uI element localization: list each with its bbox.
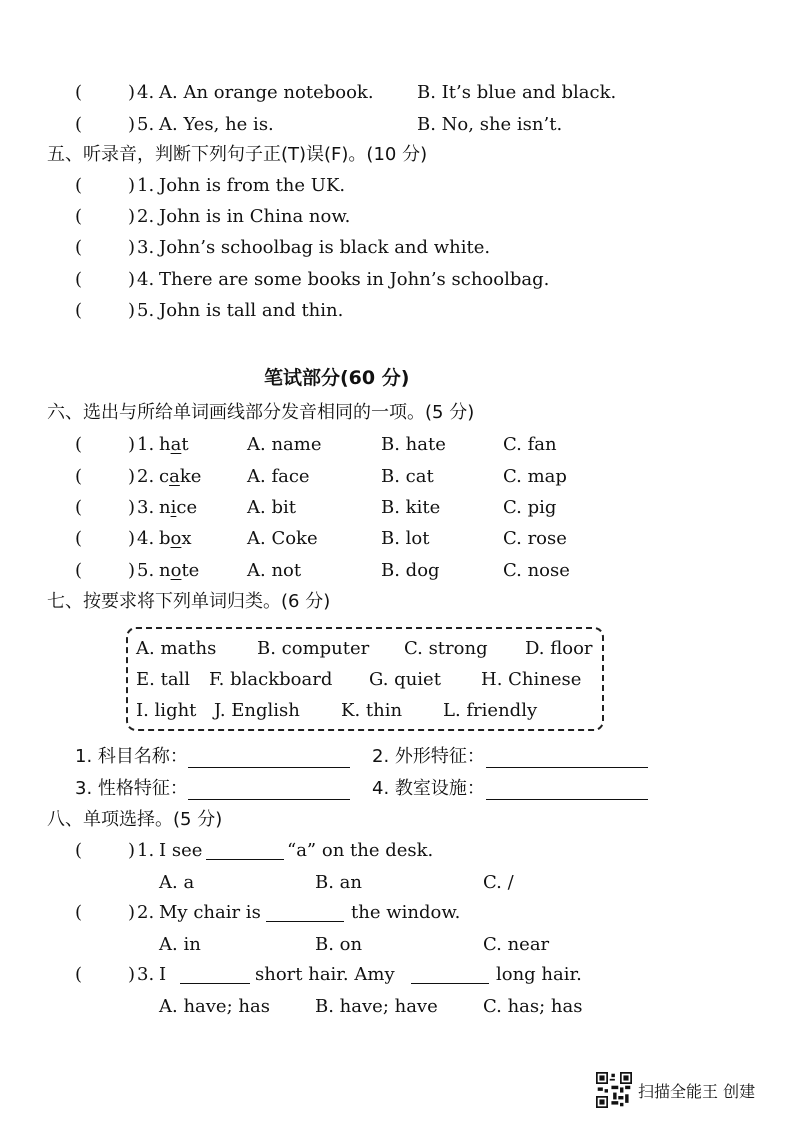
word-part: ce	[176, 497, 198, 518]
word-item: K. thin	[341, 700, 403, 721]
word-part: n	[159, 497, 171, 518]
option-b: B. hate	[381, 434, 446, 455]
word-item: B. computer	[257, 638, 370, 659]
underlined-letter: o	[170, 528, 182, 549]
qr-code-icon	[596, 1072, 632, 1108]
answer-paren-close: )	[128, 434, 136, 455]
question-text: John is from the UK.	[159, 175, 346, 196]
option-a: A. not	[247, 560, 302, 581]
answer-paren-open[interactable]: (	[75, 175, 83, 196]
option-b: B. an	[315, 872, 362, 893]
option-c: C. rose	[503, 528, 567, 549]
option-c: C. map	[503, 466, 567, 487]
section-title-8: 八、单项选择。(5 分)	[47, 809, 223, 830]
category-personality-blank[interactable]	[188, 799, 350, 800]
word-item: L. friendly	[443, 700, 538, 721]
answer-paren-close: )	[128, 560, 136, 581]
answer-paren-open[interactable]: (	[75, 434, 83, 455]
category-personality-label: 3. 性格特征：	[75, 778, 188, 799]
word-item: C. strong	[404, 638, 488, 659]
category-subject-blank[interactable]	[188, 767, 350, 768]
option-c: C. pig	[503, 497, 557, 518]
answer-paren-open[interactable]: (	[75, 269, 83, 290]
answer-paren-close: )	[128, 175, 136, 196]
question-text-pre: I see	[159, 840, 203, 861]
option-a: A. name	[247, 434, 322, 455]
scanner-watermark	[596, 1072, 755, 1108]
question-text-post: “a” on the desk.	[287, 840, 434, 861]
target-word	[159, 562, 199, 580]
answer-paren-open[interactable]: (	[75, 300, 83, 321]
option-c: C. near	[483, 934, 550, 955]
word-part: h	[159, 434, 171, 455]
written-part-heading: 笔试部分(60 分)	[264, 367, 410, 389]
category-appearance-blank[interactable]	[486, 767, 648, 768]
option-c: C. /	[483, 872, 514, 893]
answer-blank[interactable]	[266, 921, 344, 922]
question-text-post: the window.	[351, 902, 461, 923]
answer-paren-close: )	[128, 528, 136, 549]
question-text-pre: I	[159, 964, 167, 985]
question-number: 1.	[137, 434, 155, 455]
question-number: 5.	[137, 114, 155, 135]
option-a: A. face	[247, 466, 310, 487]
word-item: D. floor	[525, 638, 593, 659]
word-item: H. Chinese	[481, 669, 582, 690]
category-appearance-label: 2. 外形特征：	[372, 746, 485, 767]
question-text-post: long hair.	[496, 964, 582, 985]
question-text: John’s schoolbag is black and white.	[159, 237, 491, 258]
category-classroom-label: 4. 教室设施：	[372, 778, 485, 799]
word-part: te	[181, 560, 200, 581]
target-word	[159, 436, 189, 454]
category-subject-label: 1. 科目名称：	[75, 746, 188, 767]
answer-paren-open[interactable]: (	[75, 114, 83, 135]
option-a: A. a	[159, 872, 195, 893]
answer-blank[interactable]	[206, 859, 284, 860]
answer-paren-open[interactable]: (	[75, 840, 83, 861]
underlined-letter: o	[170, 560, 182, 581]
question-number: 1.	[137, 175, 155, 196]
underlined-letter: a	[169, 466, 180, 487]
word-part: c	[159, 466, 170, 487]
word-item: I. light	[136, 700, 197, 721]
question-number: 5.	[137, 560, 155, 581]
option-b: B. cat	[381, 466, 434, 487]
question-number: 3.	[137, 964, 155, 985]
word-item: E. tall	[136, 669, 191, 690]
answer-paren-close: )	[128, 466, 136, 487]
question-number: 4.	[137, 528, 155, 549]
question-number: 4.	[137, 269, 155, 290]
answer-blank[interactable]	[411, 983, 489, 984]
answer-paren-close: )	[128, 964, 136, 985]
option-a: A. have; has	[159, 996, 270, 1017]
answer-paren-open[interactable]: (	[75, 237, 83, 258]
question-text: John is in China now.	[159, 206, 351, 227]
word-item: G. quiet	[369, 669, 441, 690]
answer-paren-close: )	[128, 269, 136, 290]
word-item: F. blackboard	[209, 669, 333, 690]
question-number: 2.	[137, 466, 155, 487]
answer-paren-close: )	[128, 114, 136, 135]
target-word	[159, 468, 201, 486]
question-text-pre: My chair is	[159, 902, 261, 923]
word-part: n	[159, 560, 171, 581]
option-a: A. in	[159, 934, 201, 955]
question-number: 4.	[137, 82, 155, 103]
option-b: B. on	[315, 934, 363, 955]
question-number: 2.	[137, 902, 155, 923]
option-b: B. No, she isn’t.	[417, 114, 563, 135]
answer-paren-close: )	[128, 840, 136, 861]
underlined-letter: a	[170, 434, 182, 455]
option-a: A. Coke	[247, 528, 318, 549]
answer-paren-open[interactable]: (	[75, 82, 83, 103]
word-part: ke	[179, 466, 202, 487]
answer-paren-close: )	[128, 206, 136, 227]
word-part: t	[181, 434, 189, 455]
option-a: A. bit	[247, 497, 296, 518]
option-b: B. It’s blue and black.	[417, 82, 617, 103]
answer-paren-open[interactable]: (	[75, 466, 83, 487]
answer-paren-open[interactable]: (	[75, 206, 83, 227]
question-text: John is tall and thin.	[159, 300, 344, 321]
question-number: 5.	[137, 300, 155, 321]
option-a: A. Yes, he is.	[159, 114, 274, 135]
answer-paren-open[interactable]: (	[75, 902, 83, 923]
section-title-7: 七、按要求将下列单词归类。(6 分)	[47, 591, 331, 612]
answer-paren-open[interactable]: (	[75, 497, 83, 518]
answer-blank[interactable]	[180, 983, 250, 984]
watermark-text: 扫描全能王 创建	[638, 1081, 756, 1101]
word-part: x	[181, 528, 192, 549]
answer-paren-open[interactable]: (	[75, 560, 83, 581]
answer-paren-close: )	[128, 902, 136, 923]
target-word	[159, 530, 192, 548]
question-number: 3.	[137, 497, 155, 518]
option-b: B. lot	[381, 528, 430, 549]
answer-paren-close: )	[128, 82, 136, 103]
word-item: A. maths	[136, 638, 217, 659]
option-c: C. has; has	[483, 996, 583, 1017]
section-title-6: 六、选出与所给单词画线部分发音相同的一项。(5 分)	[47, 402, 475, 423]
answer-paren-close: )	[128, 237, 136, 258]
option-c: C. fan	[503, 434, 557, 455]
answer-paren-open[interactable]: (	[75, 528, 83, 549]
option-b: B. kite	[381, 497, 441, 518]
option-b: B. have; have	[315, 996, 438, 1017]
option-c: C. nose	[503, 560, 570, 581]
option-b: B. dog	[381, 560, 440, 581]
question-number: 1.	[137, 840, 155, 861]
word-item: J. English	[214, 700, 300, 721]
answer-paren-open[interactable]: (	[75, 964, 83, 985]
answer-paren-close: )	[128, 300, 136, 321]
category-classroom-blank[interactable]	[486, 799, 648, 800]
word-part: b	[159, 528, 171, 549]
question-text: There are some books in John’s schoolbag.	[159, 269, 550, 290]
answer-paren-close: )	[128, 497, 136, 518]
question-number: 2.	[137, 206, 155, 227]
underlined-letter: i	[170, 497, 177, 518]
option-a: A. An orange notebook.	[159, 82, 374, 103]
question-number: 3.	[137, 237, 155, 258]
section-title-5: 五、听录音，判断下列句子正(T)误(F)。(10 分)	[47, 144, 428, 165]
question-text-mid: short hair. Amy	[255, 964, 395, 985]
target-word	[159, 499, 197, 517]
